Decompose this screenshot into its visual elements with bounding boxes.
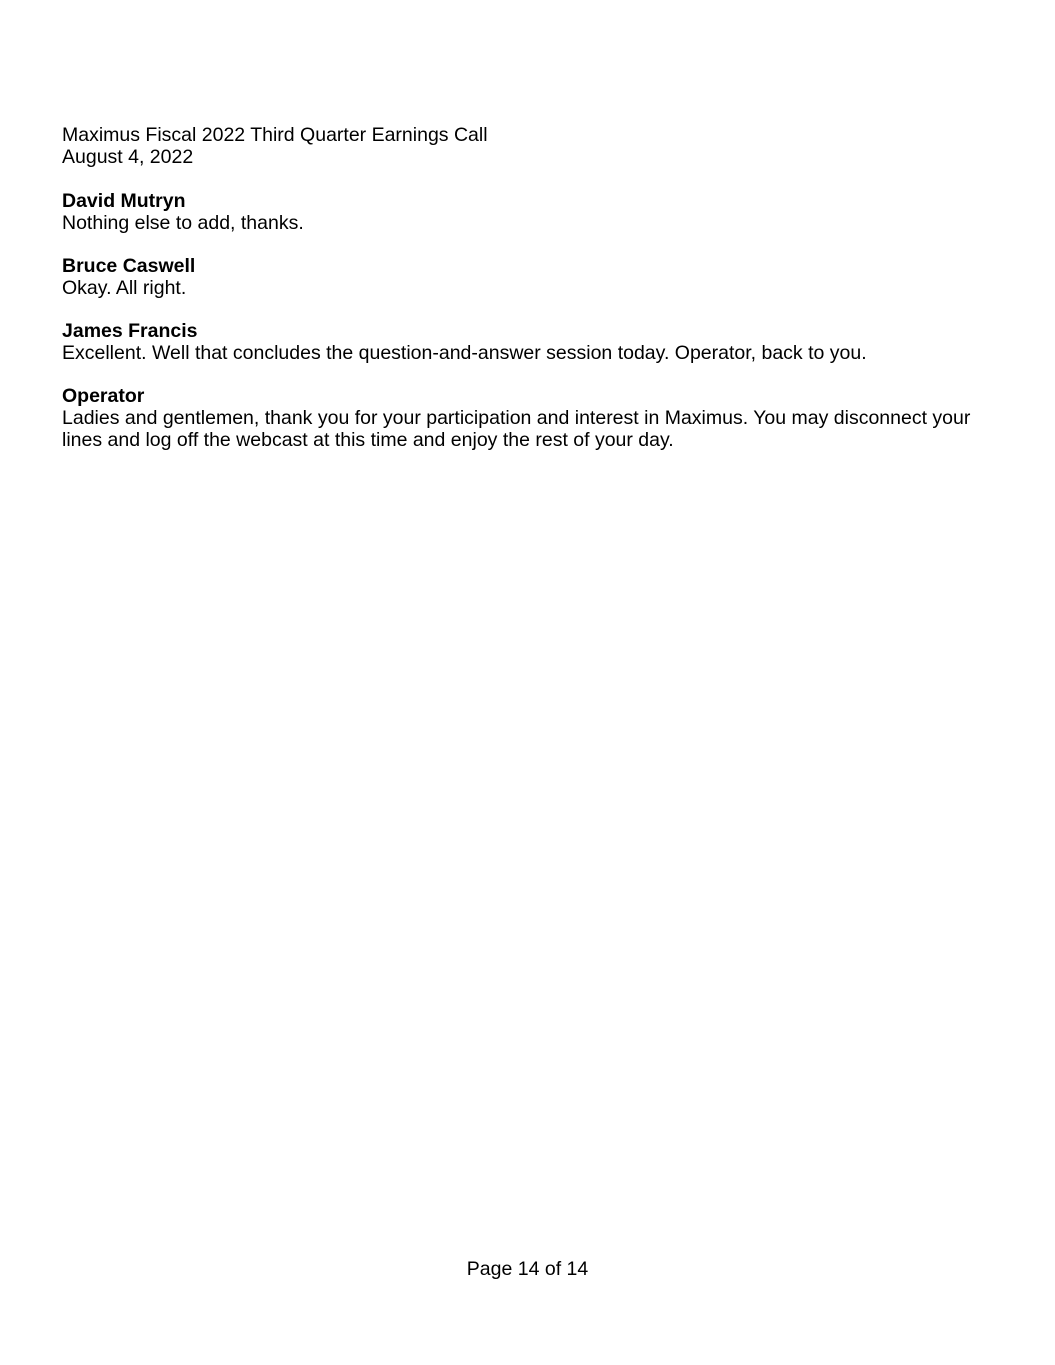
speaker-remark: Ladies and gentlemen, thank you for your participation and interest in Maximus. You may disconnect your lines and log off the webcast at this time and enjoy the rest of your day. (62, 407, 971, 451)
transcript-entry (62, 320, 1002, 364)
document-header (62, 124, 1002, 168)
document-title: Maximus Fiscal 2022 Third Quarter Earnings Call (62, 124, 488, 146)
speaker-name: Operator (62, 385, 145, 407)
speaker-remark: Okay. All right. (62, 277, 187, 299)
transcript-body (62, 190, 1002, 472)
transcript-entry (62, 190, 1002, 234)
page-number: Page 14 of 14 (466, 1258, 589, 1280)
speaker-name: James Francis (62, 320, 198, 342)
speaker-name: David Mutryn (62, 190, 186, 212)
transcript-entry (62, 385, 1002, 451)
transcript-entry (62, 255, 1002, 299)
speaker-remark: Excellent. Well that concludes the question-and-answer session today. Operator, back to you. (62, 342, 867, 364)
speaker-remark: Nothing else to add, thanks. (62, 212, 304, 234)
document-date: August 4, 2022 (62, 146, 194, 168)
speaker-name: Bruce Caswell (62, 255, 196, 277)
